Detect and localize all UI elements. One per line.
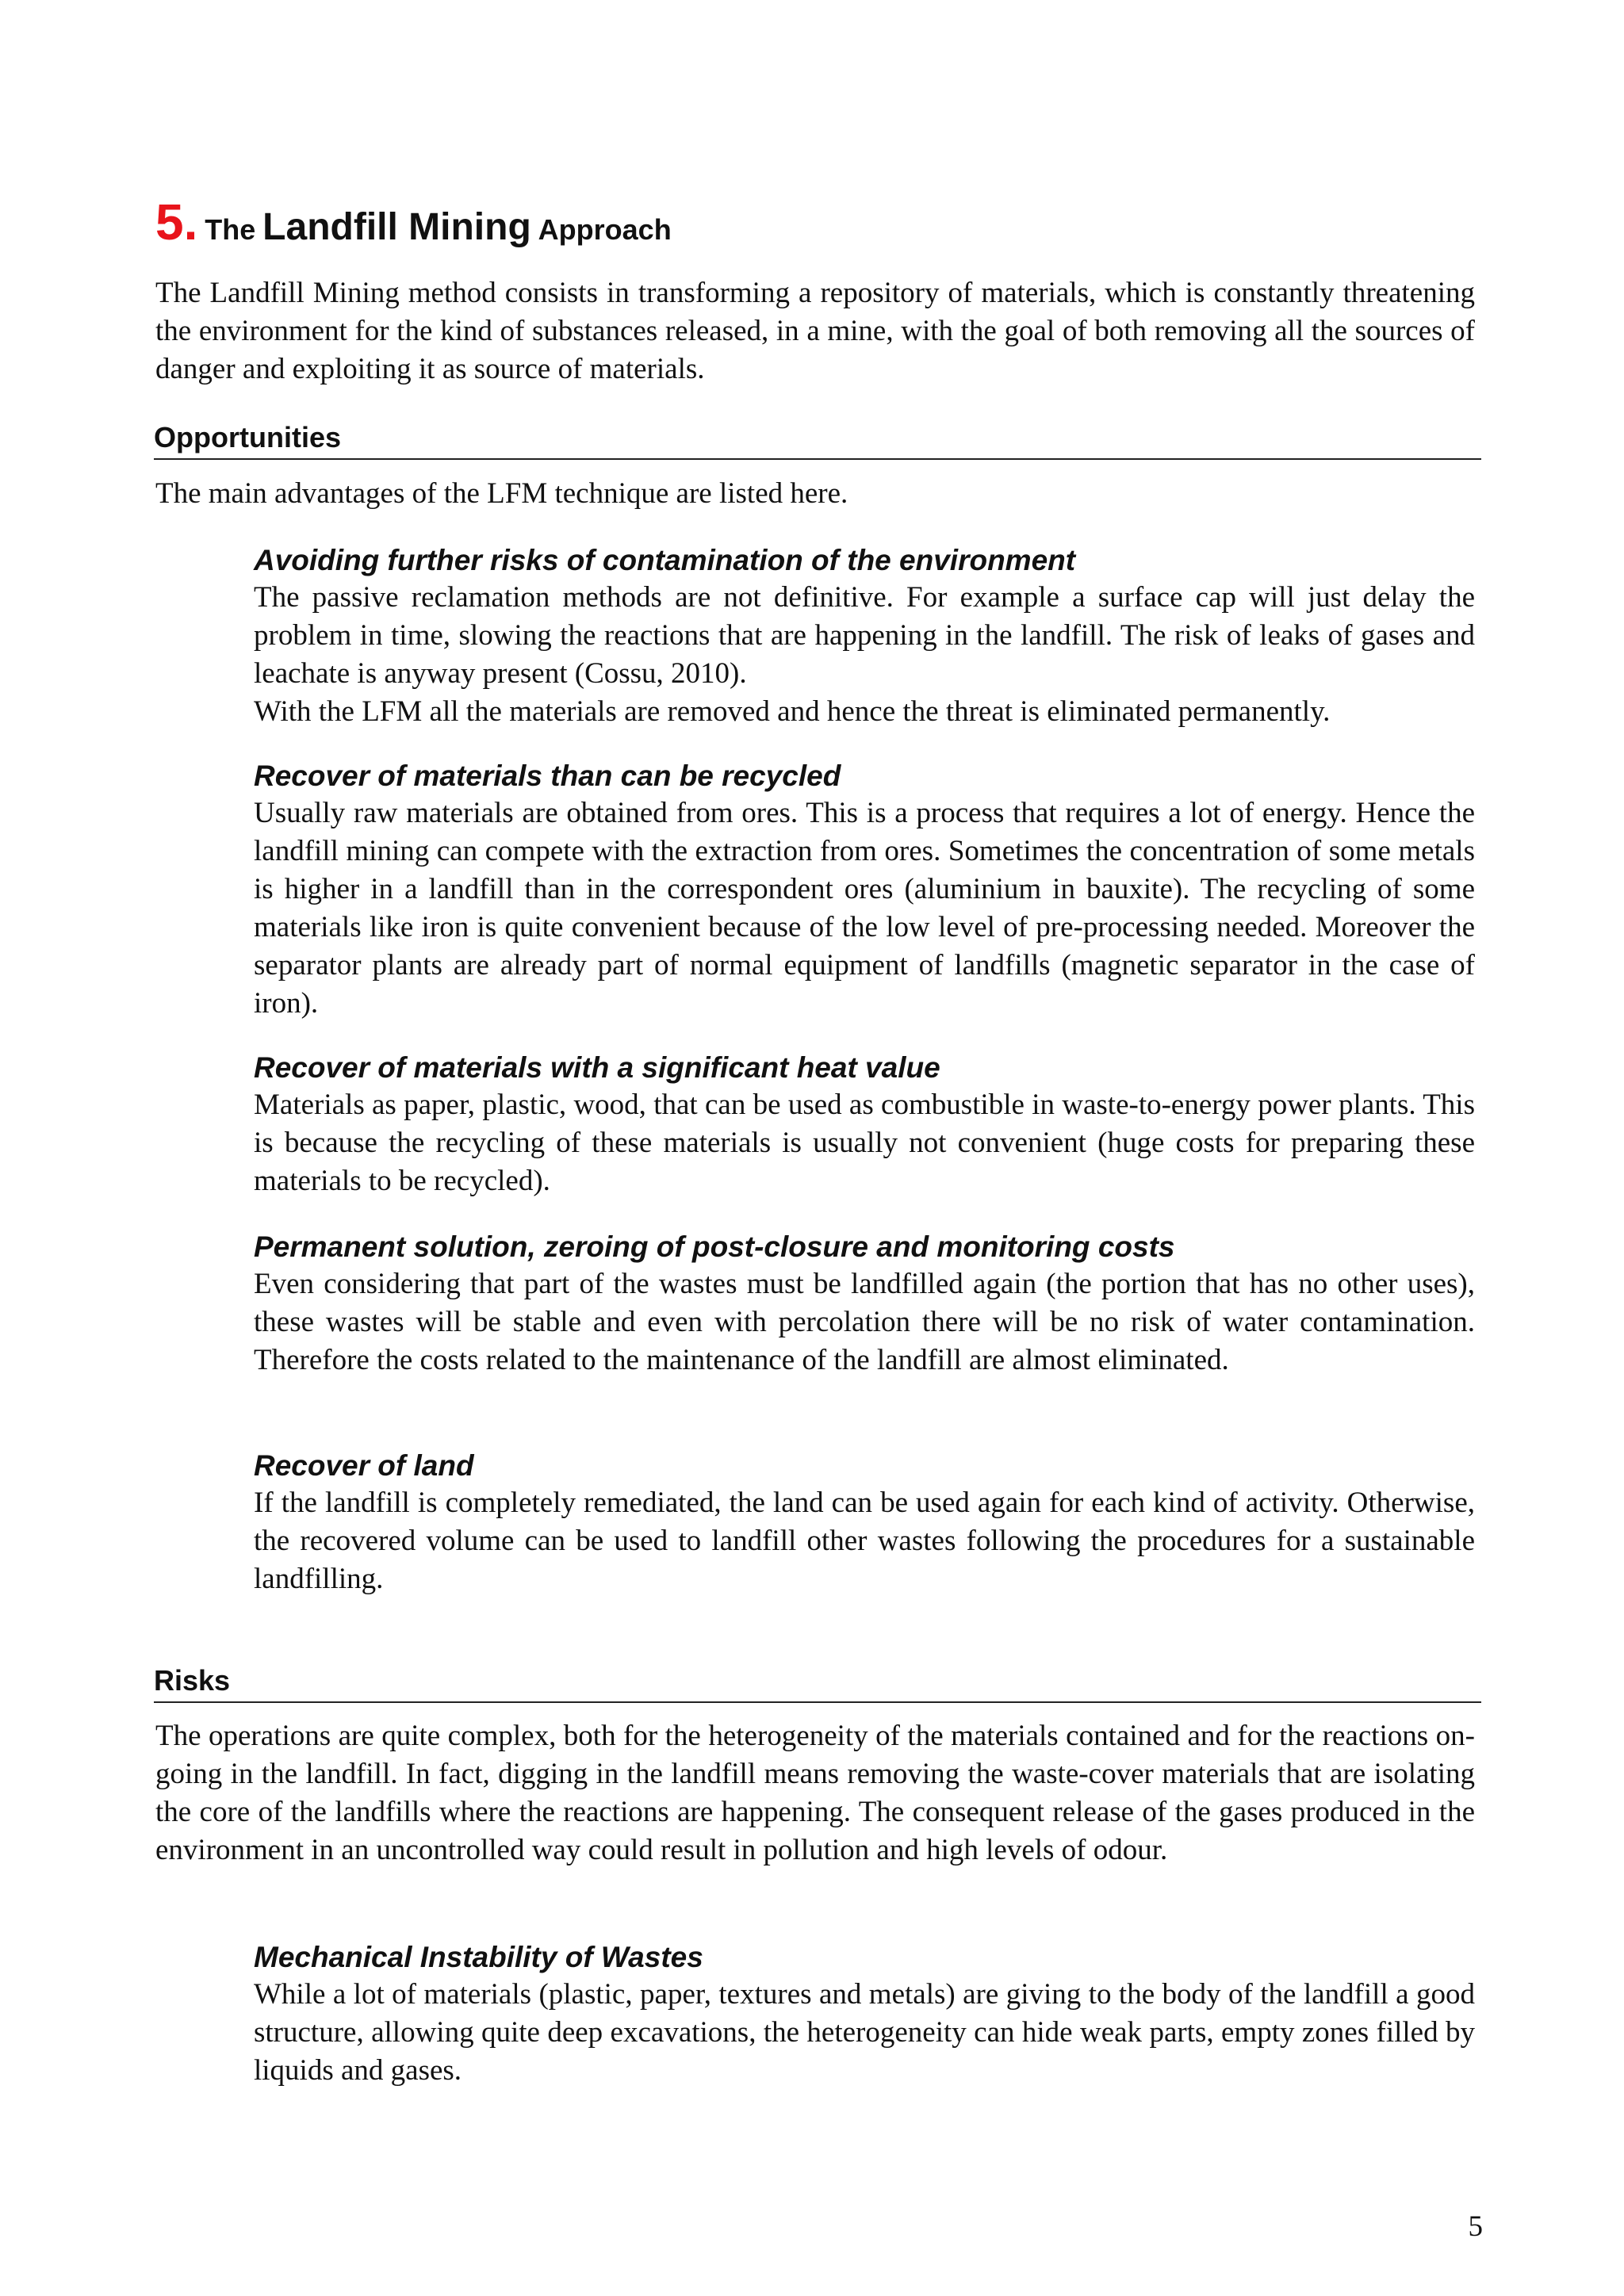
opportunity-item-text: If the landfill is completely remediated, the land can be used again for each kind of activity. Otherwise, the recovered volume can be used to landfill other wastes following the procedures for a sustainable landfilling. (254, 1487, 1475, 1595)
chapter-title-the: The (205, 213, 256, 246)
opportunities-lead: The main advantages of the LFM technique are listed here. (155, 477, 848, 510)
intro-paragraph: The Landfill Mining method consists in transforming a repository of materials, which is constantly threatening the environment for the kind of substances released, in a mine, with the goal of both removing all the sources of danger and exploiting it as source of materials. (155, 277, 1475, 385)
risk-item-text: While a lot of materials (plastic, paper, textures and metals) are giving to the body of the landfill a good structure, allowing quite deep excavations, the heterogeneity can hide weak parts, empty zones filled by liquids and gases. (254, 1978, 1475, 2087)
opportunity-item (254, 758, 1475, 1023)
opportunity-item-text: Materials as paper, plastic, wood, that can be used as combustible in waste-to-energy power plants. This is because the recycling of these materials is usually not convenient (huge costs for preparing these materials to be recycled). (254, 1089, 1475, 1197)
opportunity-item-text-extra: With the LFM all the materials are removed and hence the threat is eliminated permanently. (254, 695, 1331, 728)
opportunity-item (254, 542, 1475, 731)
opportunity-item-title: Permanent solution, zeroing of post-closure and monitoring costs (254, 1230, 1175, 1263)
opportunity-item-title: Recover of materials with a significant heat value (254, 1051, 940, 1084)
chapter-title-tail: Approach (538, 213, 672, 246)
opportunity-item-text: The passive reclamation methods are not definitive. For example a surface cap will just delay the problem in time, slowing the reactions that are happening in the landfill. The risk of leaks of gases and leachate is anyway present (Cossu, 2010). (254, 581, 1475, 690)
section-heading-opportunities: Opportunities (154, 420, 1481, 460)
opportunity-item-title: Avoiding further risks of contamination of the environment (254, 544, 1076, 576)
opportunity-item (254, 1050, 1475, 1200)
section-heading-risks: Risks (154, 1663, 1481, 1703)
chapter-number: 5. (155, 193, 198, 251)
opportunity-item (254, 1229, 1475, 1380)
risks-lead: The operations are quite complex, both for the heterogeneity of the materials contained and for the reactions on-going in the landfill. In fact, digging in the landfill means removing the waste-cover materials that are isolating the core of the landfills where the reactions are happening. The consequent release of the gases produced in the environment in an uncontrolled way could result in pollution and high levels of odour. (155, 1720, 1475, 1866)
opportunity-item-title: Recover of land (254, 1449, 474, 1482)
opportunity-item-text: Usually raw materials are obtained from ores. This is a process that requires a lot of energy. Hence the landfill mining can compete with the extraction from ores. Sometimes the concentration of some metals is higher in a landfill than in the correspondent ores (aluminium in bauxite). The recycling of some materials like iron is quite convenient because of the low level of pre-processing needed. Moreover the separator plants are already part of normal equipment of landfills (magnetic separator in the case of iron). (254, 797, 1475, 1020)
risk-item (254, 1939, 1475, 2090)
chapter-title (155, 193, 1488, 251)
page-number: 5 (1468, 2210, 1483, 2243)
opportunity-item-text: Even considering that part of the wastes must be landfilled again (the portion that has no other uses), these wastes will be stable and even with percolation there will be no risk of water contamination. Therefore the costs related to the maintenance of the landfill are almost eliminated. (254, 1268, 1475, 1376)
chapter-title-main: Landfill Mining (262, 206, 531, 248)
risk-item-title: Mechanical Instability of Wastes (254, 1941, 703, 1973)
opportunity-item-title: Recover of materials than can be recycled (254, 760, 841, 792)
opportunity-item (254, 1448, 1475, 1598)
